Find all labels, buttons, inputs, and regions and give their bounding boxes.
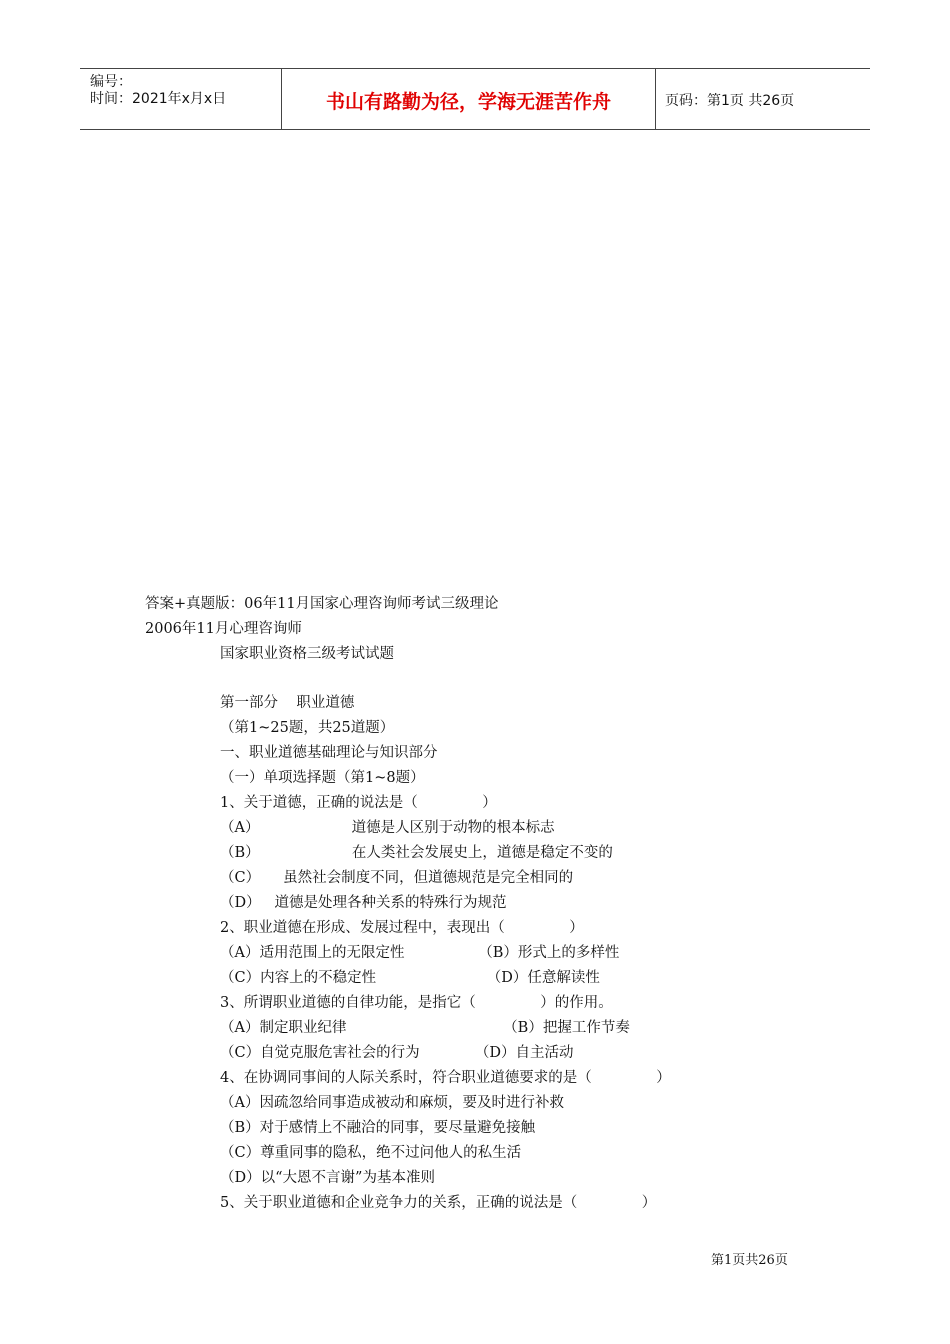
section-heading: 第一部分 职业道德 (220, 695, 355, 711)
question-4-option-c: （C）尊重同事的隐私，绝不过问他人的私生活 (220, 1145, 522, 1161)
header-page-info: 页码：第1页 共26页 (665, 93, 795, 109)
question-3-options-ab: （A）制定职业纪律 （B）把握工作节奏 (220, 1020, 630, 1036)
question-4: 4、在协调同事间的人际关系时，符合职业道德要求的是（ ） (220, 1070, 671, 1086)
question-4-option-d: （D）以“大恩不言谢”为基本准则 (220, 1170, 435, 1186)
question-3: 3、所谓职业道德的自律功能，是指它（ ）的作用。 (220, 995, 613, 1011)
page-header (80, 68, 870, 130)
question-1-option-c: （C） 虽然社会制度不同，但道德规范是完全相同的 (220, 870, 574, 886)
header-time-label: 时间：2021年x月x日 (90, 91, 227, 107)
question-type-heading: （一）单项选择题（第1~8题） (220, 770, 425, 786)
question-1-option-d: （D） 道德是处理各种关系的特殊行为规范 (220, 895, 507, 911)
question-2: 2、职业道德在形成、发展过程中，表现出（ ） (220, 920, 584, 936)
document-subtitle: 2006年11月心理咨询师 (145, 621, 302, 637)
question-1-option-a: （A） 道德是人区别于动物的根本标志 (220, 820, 555, 836)
question-4-option-a: （A）因疏忽给同事造成被动和麻烦，要及时进行补救 (220, 1095, 564, 1111)
exam-title: 国家职业资格三级考试试题 (220, 646, 394, 662)
question-1-option-b: （B） 在人类社会发展史上，道德是稳定不变的 (220, 845, 613, 861)
question-2-options-cd: （C）内容上的不稳定性 （D）任意解读性 (220, 970, 600, 986)
question-1: 1、关于道德，正确的说法是（ ） (220, 795, 497, 811)
question-5: 5、关于职业道德和企业竞争力的关系，正确的说法是（ ） (220, 1195, 657, 1211)
question-3-options-cd: （C）自觉克服危害社会的行为 （D）自主活动 (220, 1045, 574, 1061)
header-motto: 书山有路勤为径，学海无涯苦作舟 (325, 91, 611, 113)
section-range: （第1~25题，共25道题） (220, 720, 395, 736)
subsection-heading: 一、职业道德基础理论与知识部分 (220, 745, 438, 761)
header-number-label: 编号： (90, 74, 132, 90)
page-footer: 第1页共26页 (711, 1253, 788, 1268)
question-2-options-ab: （A）适用范围上的无限定性 （B）形式上的多样性 (220, 945, 620, 961)
question-4-option-b: （B）对于感情上不融洽的同事，要尽量避免接触 (220, 1120, 536, 1136)
header-divider (655, 69, 656, 129)
document-title: 答案+真题版：06年11月国家心理咨询师考试三级理论 (145, 596, 499, 612)
